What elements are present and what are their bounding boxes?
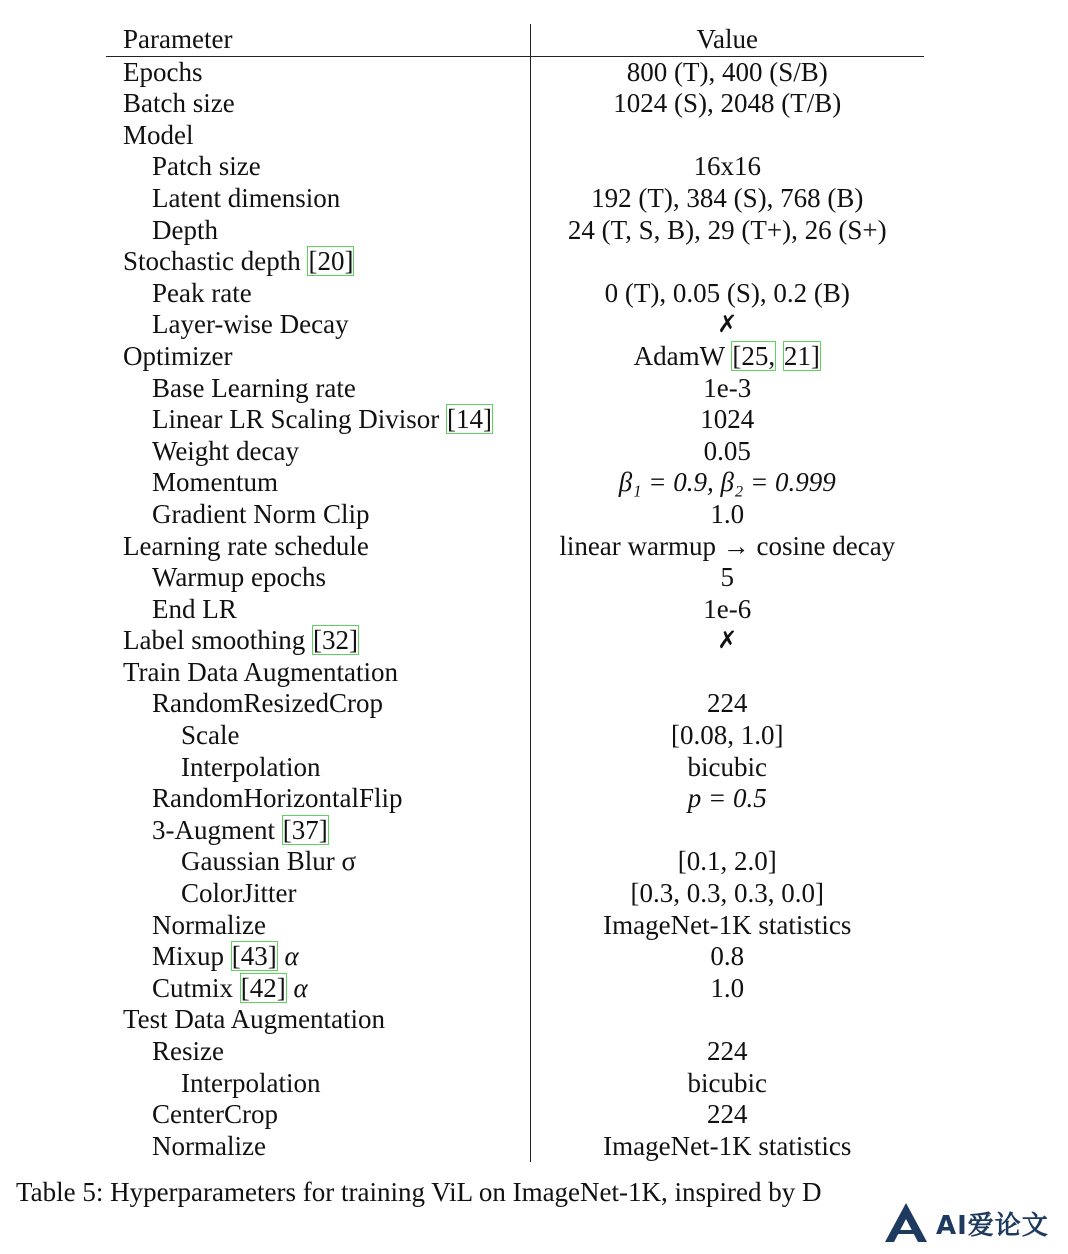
param-label: Latent dimension	[106, 183, 530, 215]
table-row	[106, 278, 924, 310]
param-label-cell	[106, 246, 530, 278]
param-label: Optimizer	[106, 341, 530, 373]
param-value: 16x16	[693, 151, 761, 182]
param-value: 0.8	[710, 941, 745, 972]
param-label: Interpolation	[106, 752, 530, 784]
param-label: Train Data Augmentation	[106, 657, 530, 689]
table-row	[106, 215, 924, 247]
header-value: Value	[696, 24, 758, 54]
header-parameter: Parameter	[106, 24, 530, 56]
param-value: bicubic	[687, 1067, 767, 1098]
table-row	[106, 752, 924, 784]
table-row	[106, 1131, 924, 1163]
param-label: Cutmix	[152, 972, 234, 1003]
param-value: [0.08, 1.0]	[671, 720, 784, 751]
param-value: 224	[707, 688, 748, 719]
param-value: 1.0	[710, 498, 745, 529]
param-value: [0.1, 2.0]	[677, 846, 777, 877]
param-label: Batch size	[106, 88, 530, 120]
param-label: Linear LR Scaling Divisor	[152, 404, 440, 435]
param-value: 224	[707, 1036, 748, 1066]
citation-link[interactable]: 21]	[783, 340, 820, 371]
table-row	[106, 309, 924, 341]
param-label-cell	[106, 625, 530, 657]
table-row	[106, 1004, 924, 1036]
table-row	[106, 436, 924, 468]
cross-mark-icon: ✗	[717, 310, 738, 339]
param-label: End LR	[106, 594, 530, 626]
citation-link[interactable]: [43]	[231, 941, 277, 972]
param-value: p = 0.5	[687, 783, 767, 814]
param-label: RandomHorizontalFlip	[106, 783, 530, 815]
param-label: CenterCrop	[106, 1099, 530, 1131]
param-value: 1024 (S), 2048 (T/B)	[613, 88, 842, 119]
citation-link[interactable]: [14]	[446, 404, 492, 435]
param-value	[530, 1004, 924, 1036]
hyperparameter-table	[106, 24, 924, 1162]
param-value: 1e-3	[703, 372, 752, 403]
param-value	[530, 815, 924, 847]
param-value	[530, 657, 924, 689]
param-label: Stochastic depth	[123, 246, 301, 277]
table-row	[106, 846, 924, 878]
param-value: 1e-6	[703, 593, 752, 624]
param-value: 800 (T), 400 (S/B)	[626, 56, 828, 87]
table-row	[106, 404, 924, 436]
param-label: Gradient Norm Clip	[106, 499, 530, 531]
param-label: Model	[106, 120, 530, 152]
param-value: 0 (T), 0.05 (S), 0.2 (B)	[604, 277, 850, 308]
table-row	[106, 246, 924, 278]
citation-link[interactable]: [25,	[732, 340, 776, 371]
param-value: bicubic	[687, 751, 767, 782]
param-value: 0.05	[703, 435, 751, 466]
table-row	[106, 1099, 924, 1131]
param-value: ImageNet-1K statistics	[603, 909, 852, 940]
table-row	[106, 594, 924, 626]
param-label: RandomResizedCrop	[106, 688, 530, 720]
param-value-cell	[530, 341, 924, 373]
param-label: Depth	[106, 215, 530, 247]
table-row	[106, 973, 924, 1005]
param-label: Mixup	[152, 941, 225, 972]
param-value: 1.0	[710, 972, 745, 1003]
param-label: Learning rate schedule	[106, 531, 530, 563]
param-label: 3-Augment	[152, 814, 275, 845]
param-value: 1024	[700, 404, 755, 435]
table-row	[106, 783, 924, 815]
ai-logo-icon	[882, 1200, 930, 1246]
table-row	[106, 499, 924, 531]
table-row	[106, 531, 924, 563]
param-value: AdamW	[633, 340, 732, 371]
param-label: Label smoothing	[123, 625, 306, 656]
param-symbol: α	[284, 941, 299, 972]
table-row	[106, 373, 924, 405]
table-row	[106, 720, 924, 752]
param-label-cell	[106, 973, 530, 1005]
param-label: Warmup epochs	[106, 562, 530, 594]
citation-link[interactable]: [32]	[312, 625, 358, 656]
table-row	[106, 657, 924, 689]
param-label: Resize	[106, 1036, 530, 1068]
param-label: Momentum	[106, 467, 530, 499]
param-label: Interpolation	[106, 1068, 530, 1100]
table-row	[106, 562, 924, 594]
table-row	[106, 151, 924, 183]
table-header-row	[106, 24, 924, 56]
table-row	[106, 341, 924, 373]
param-value: ImageNet-1K statistics	[603, 1130, 852, 1161]
param-label-cell	[106, 815, 530, 847]
table-caption: Table 5: Hyperparameters for training ViL on ImageNet-1K, inspired by D	[16, 1177, 822, 1207]
param-value: β₁ = 0.9, β₂ = 0.999	[618, 467, 836, 498]
table-row	[106, 910, 924, 942]
table-row	[106, 183, 924, 215]
citation-link[interactable]: [42]	[240, 972, 286, 1003]
param-label-cell	[106, 404, 530, 436]
param-label: Scale	[106, 720, 530, 752]
param-value: 192 (T), 384 (S), 768 (B)	[591, 182, 864, 213]
table-row	[106, 120, 924, 152]
table-row	[106, 941, 924, 973]
param-label: Patch size	[106, 151, 530, 183]
table-row	[106, 1036, 924, 1068]
table-row	[106, 878, 924, 910]
param-label: Peak rate	[106, 278, 530, 310]
cross-mark-icon: ✗	[717, 626, 738, 655]
table-row	[106, 467, 924, 499]
table-row	[106, 625, 924, 657]
param-label: ColorJitter	[106, 878, 530, 910]
table-row	[106, 688, 924, 720]
param-value	[530, 246, 924, 278]
watermark-text: AI爱论文	[936, 1210, 1049, 1241]
param-value	[530, 120, 924, 152]
citation-link[interactable]: [37]	[282, 814, 328, 845]
param-label: Test Data Augmentation	[106, 1004, 530, 1036]
param-label: Layer-wise Decay	[106, 309, 530, 341]
table-row	[106, 88, 924, 120]
citation-link[interactable]: [20]	[308, 246, 354, 277]
table-row	[106, 56, 924, 88]
hyperparameter-table-container	[106, 24, 924, 1162]
param-label: Normalize	[106, 910, 530, 942]
param-label: Normalize	[106, 1131, 530, 1163]
param-label-cell	[106, 941, 530, 973]
param-symbol: α	[293, 972, 308, 1003]
param-label: Gaussian Blur σ	[106, 846, 530, 878]
table-row	[106, 815, 924, 847]
param-value: linear warmup → cosine decay	[559, 530, 896, 561]
param-value: 224	[707, 1099, 748, 1130]
param-value: 5	[720, 562, 734, 593]
param-value: 24 (T, S, B), 29 (T+), 26 (S+)	[567, 214, 887, 245]
watermark-logo	[882, 1198, 1058, 1248]
table-row	[106, 1068, 924, 1100]
param-label: Weight decay	[106, 436, 530, 468]
param-value: [0.3, 0.3, 0.3, 0.0]	[630, 878, 824, 909]
param-label: Base Learning rate	[106, 373, 530, 405]
param-label: Epochs	[106, 56, 530, 88]
